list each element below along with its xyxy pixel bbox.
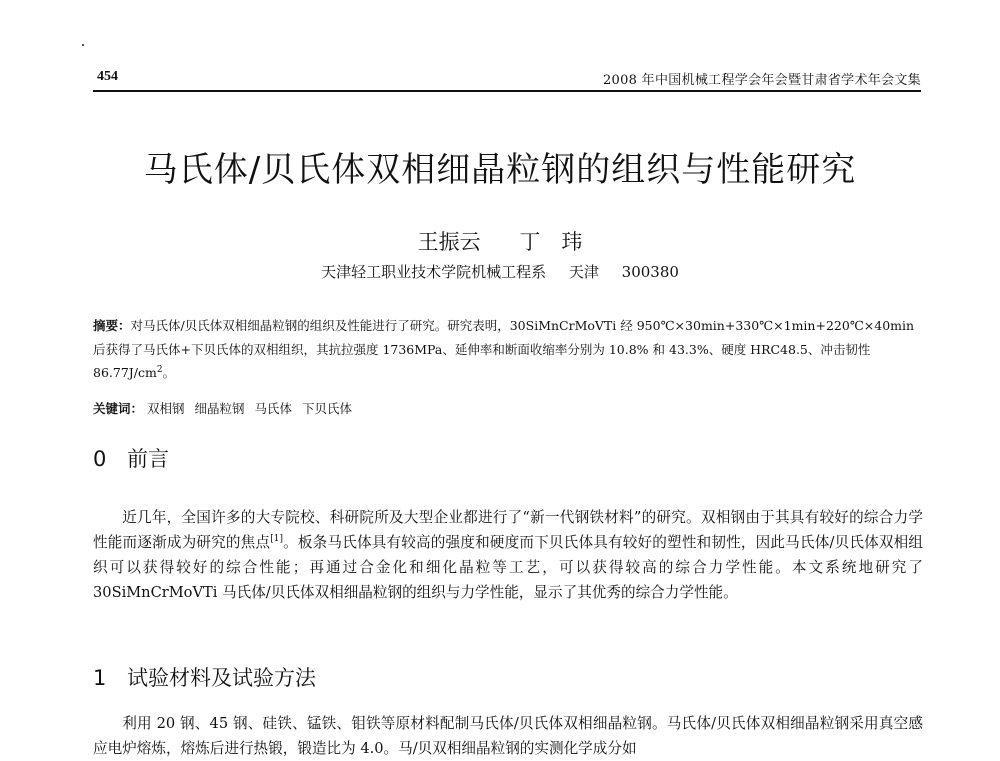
scan-speck (82, 44, 84, 46)
keyword: 下贝氏体 (302, 401, 353, 416)
section-heading (93, 443, 169, 473)
paragraph-text-end: 。板条马氏体具有较高的强度和硬度而下贝氏体具有较好的塑性和韧性，因此马氏体/贝氏体双相组织可以获得较好的综合性能；再通过合金化和细化晶粒等工艺，可以获得较高的综合力学性能。本文系统地研究了 30SiMnCrMoVTi 马氏体/贝氏体双相细晶粒钢的组织与力学性能，显示了其优秀的综合力学性能。 (93, 534, 923, 601)
page-number: 454 (97, 69, 118, 84)
affiliation-postcode: 300380 (621, 263, 679, 281)
body-paragraph (93, 711, 923, 761)
keywords (93, 398, 923, 420)
abstract-text: 对马氏体/贝氏体双相细晶粒钢的组织及性能进行了研究。研究表明，30SiMnCrMoVTi 经 950℃×30min+330℃×1min+220℃×40min 后获得了马氏体+下贝氏体的双相组织，其抗拉强度 1736MPa、延伸率和断面收缩率分别为 10.8% 和 43.3%、硬度 HRC48.5、冲击韧性 86.77J/cm (93, 318, 915, 380)
author-name: 王振云 (417, 230, 481, 254)
abstract (93, 314, 923, 385)
affiliation-city: 天津 (568, 263, 599, 281)
citation[interactable]: [1] (270, 534, 283, 545)
paper-title: 马氏体/贝氏体双相细晶粒钢的组织与性能研究 (143, 150, 857, 190)
section-number: 1 (93, 666, 107, 690)
section-heading (93, 662, 316, 692)
abstract-superscript: 2 (156, 364, 163, 375)
section-title: 前言 (127, 447, 169, 471)
keyword: 马氏体 (254, 401, 293, 416)
section-number: 0 (93, 447, 107, 471)
section-title: 试验材料及试验方法 (127, 666, 316, 690)
page-header (93, 66, 921, 92)
abstract-text-end: 。 (162, 365, 176, 380)
running-head: 2008 年中国机械工程学会年会暨甘肃省学术年会文集 (602, 73, 921, 88)
author-name: 丁 玮 (519, 230, 583, 254)
abstract-label: 摘要： (93, 318, 131, 333)
affiliation-institution: 天津轻工职业技术学院机械工程系 (321, 263, 547, 281)
body-paragraph (93, 505, 923, 605)
paragraph-text: 利用 20 钢、45 钢、硅铁、锰铁、钼铁等原材料配制马氏体/贝氏体双相细晶粒钢。马氏体/贝氏体双相细晶粒钢采用真空感应电炉熔炼，熔炼后进行热锻，锻造比为 4.0。马/贝双相细晶粒钢的实测化学成分如 (93, 715, 923, 757)
paragraph-text: 近几年，全国许多的大专院校、科研院所及大型企业都进行了“新一代钢铁材料”的研究。双相钢由于其具有较好的综合力学性能而逐渐成为研究的焦点 (93, 509, 923, 551)
affiliation (0, 261, 1000, 282)
keyword: 细晶粒钢 (194, 401, 245, 416)
keyword: 双相钢 (147, 401, 185, 416)
author-list (0, 226, 1000, 256)
keywords-label: 关键词： (93, 401, 144, 416)
